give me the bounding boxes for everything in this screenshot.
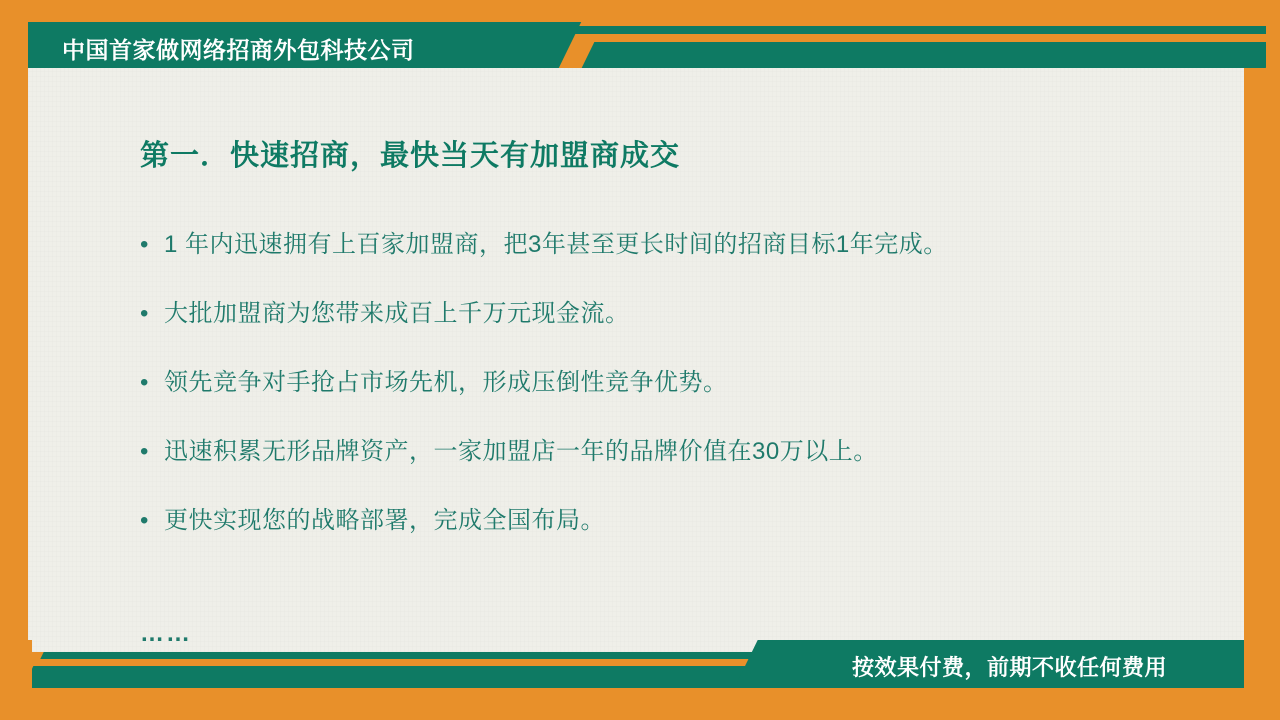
bullet-marker-icon: •	[140, 438, 149, 465]
list-item-text: 更快实现您的战略部署，完成全国布局。	[164, 507, 605, 534]
header-stripe-thick	[582, 42, 1279, 68]
footer-stripe-mask	[0, 640, 32, 690]
bullet-marker-icon: •	[140, 507, 149, 534]
list-item-text: 迅速积累无形品牌资产，一家加盟店一年的品牌价值在30万以上。	[164, 438, 878, 465]
footer-band	[28, 640, 1244, 688]
header-band	[28, 22, 1244, 68]
header-title: 中国首家做网络招商外包科技公司	[62, 37, 415, 63]
list-item-text: 大批加盟商为您带来成百上千万元现金流。	[164, 300, 630, 327]
list-item-text: 1 年内迅速拥有上百家加盟商，把3年甚至更长时间的招商目标1年完成。	[164, 231, 948, 258]
ellipsis-text: ……	[140, 620, 192, 647]
list-item-text: 领先竞争对手抢占市场先机，形成压倒性竞争优势。	[164, 369, 728, 396]
list-item	[140, 368, 1210, 398]
footer-stripe-thin	[40, 652, 759, 659]
list-item	[140, 437, 1210, 467]
bullet-marker-icon: •	[140, 369, 149, 396]
header-stripe-mask	[1266, 22, 1280, 72]
list-item	[140, 299, 1210, 329]
page-title: 第一．快速招商，最快当天有加盟商成交	[140, 140, 681, 172]
list-item	[140, 230, 1210, 260]
header-stripe-thin	[574, 26, 1274, 34]
bullet-marker-icon: •	[140, 231, 149, 258]
bullet-list	[140, 230, 1210, 575]
list-item	[140, 506, 1210, 536]
bullet-marker-icon: •	[140, 300, 149, 327]
footer-stripe-thick	[23, 666, 774, 688]
footer-slogan: 按效果付费，前期不收任何费用	[852, 655, 1168, 680]
